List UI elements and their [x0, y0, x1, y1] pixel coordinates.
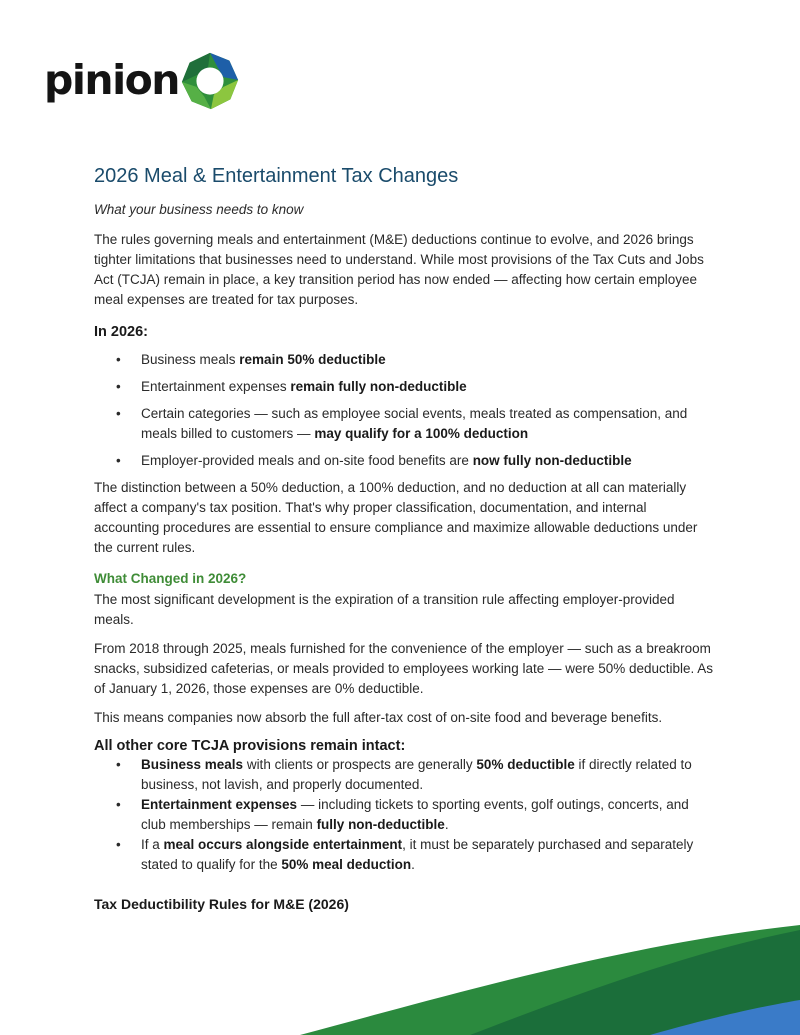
table-title: Tax Deductibility Rules for M&E (2026) — [94, 896, 349, 912]
core-provisions-list — [94, 755, 714, 875]
in-2026-heading: In 2026: — [94, 324, 148, 340]
list-item: • Business meals remain 50% deductible — [116, 352, 386, 367]
list-item: • Business meals with clients or prospects are generally 50% deductible if directly related to business, not lavish, and properly documented. — [116, 757, 692, 792]
distinction-paragraph: The distinction between a 50% deduction, a 100% deduction, and no deduction at all can materially affect a company's tax position. That's why proper classification, documentation, and internal accounting procedures are essential to ensure compliance and maximize allowable deductions under the current rules. — [94, 480, 698, 555]
list-item: • Entertainment expenses remain fully non-deductible — [116, 379, 467, 394]
what-changed-p3: This means companies now absorb the full after-tax cost of on-site food and beverage benefits. — [94, 710, 663, 725]
page-title: 2026 Meal & Entertainment Tax Changes — [94, 165, 459, 187]
list-item: • If a meal occurs alongside entertainment, it must be separately purchased and separately stated to qualify for the 50% meal deduction. — [116, 837, 694, 872]
logo-wordmark: pinion — [44, 55, 180, 104]
list-item: • Entertainment expenses — including tickets to sporting events, golf outings, concerts, and club memberships — remain fully non-deductible. — [116, 797, 689, 832]
what-changed-p2: From 2018 through 2025, meals furnished for the convenience of the employer — such as a breakroom snacks, subsidized cafeterias, or meals provided to employees working late — were 50% deductible. As of January 1, 2026, those expenses are 0% deductible. — [94, 641, 714, 696]
what-changed-p1: The most significant development is the expiration of a transition rule affecting employer-provided meals. — [94, 592, 675, 627]
core-provisions-heading: All other core TCJA provisions remain intact: — [94, 738, 406, 754]
footer-wave-decoration — [0, 905, 800, 1035]
list-item: • Employer-provided meals and on-site food benefits are now fully non-deductible — [116, 453, 632, 468]
document-body — [94, 162, 714, 912]
pinion-logo — [44, 48, 241, 112]
in-2026-list — [94, 350, 714, 471]
list-item: • Certain categories — such as employee social events, meals treated as compensation, and meals billed to customers — may qualify for a 100% deduction — [116, 406, 688, 441]
pinion-ring-icon — [179, 50, 241, 112]
what-changed-heading: What Changed in 2026? — [94, 571, 247, 586]
page-subtitle: What your business needs to know — [94, 202, 304, 217]
intro-paragraph: The rules governing meals and entertainment (M&E) deductions continue to evolve, and 2026 brings tighter limitations that businesses need to understand. While most provisions of the Tax Cuts and Jobs Act (TCJA) remain in place, a key transition period has now ended — affecting how certain employee meal expenses are treated for tax purposes. — [94, 232, 704, 307]
